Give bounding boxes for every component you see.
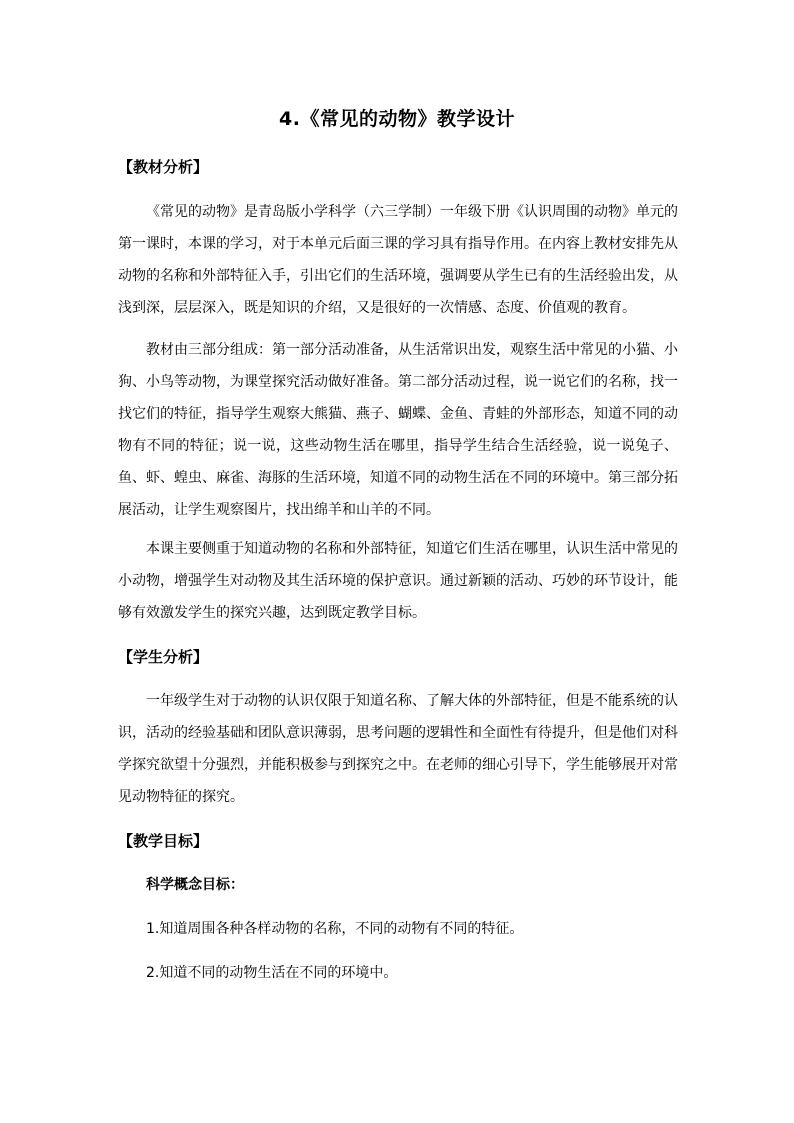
section-heading-student-analysis: 【学生分析】 (118, 648, 209, 666)
objective-item-2: 2.知道不同的动物生活在不同的环境中。 (146, 965, 398, 981)
paragraph-textbook-analysis-3: 本课主要侧重于知道动物的名称和外部特征，知道它们生活在哪里，认识生活中常见的小动物，增强学生对动物及其生活环境的保护意识。通过新颖的活动、巧妙的环节设计，能够有效激发学生的探究兴趣，达到既定教学目标。 (118, 541, 678, 621)
section-heading-textbook-analysis: 【教材分析】 (118, 158, 209, 176)
paragraph-student-analysis: 一年级学生对于动物的认识仅限于知道名称、了解大体的外部特征，但是不能系统的认识，活动的经验基础和团队意识薄弱，思考问题的逻辑性和全面性有待提升，但是他们对科学探究欲望十分强烈，并能积极参与到探究之中。在老师的细心引导下，学生能够展开对常见动物特征的探究。 (118, 693, 678, 805)
paragraph-textbook-analysis-1: 《常见的动物》是青岛版小学科学（六三学制）一年级下册《认识周围的动物》单元的第一课时，本课的学习，对于本单元后面三课的学习具有指导作用。在内容上教材安排先从动物的名称和外部特征入手，引出它们的生活环境，强调要从学生已有的生活经验出发，从浅到深，层层深入，既是知识的介绍，又是很好的一次情感、态度、价值观的教育。 (118, 204, 678, 316)
objective-item-1: 1.知道周围各种各样动物的名称，不同的动物有不同的特征。 (146, 921, 524, 937)
paragraph-textbook-analysis-2: 教材由三部分组成：第一部分活动准备，从生活常识出发，观察生活中常见的小猫、小狗、小鸟等动物，为课堂探究活动做好准备。第二部分活动过程，说一说它们的名称，找一找它们的特征，指导学生观察大熊猫、燕子、蝴蝶、金鱼、青蛙的外部形态，知道不同的动物有不同的特征；说一说，这些动物生活在哪里，指导学生结合生活经验，说一说兔子、鱼、虾、蝗虫、麻雀、海豚的生活环境，知道不同的动物生活在不同的环境中。第三部分拓展活动，让学生观察图片，找出绵羊和山羊的不同。 (118, 342, 678, 518)
subheading-science-concept-objectives: 科学概念目标： (146, 877, 244, 893)
section-heading-teaching-objectives: 【教学目标】 (118, 832, 209, 850)
document-title: 4.《常见的动物》教学设计 (279, 108, 515, 130)
